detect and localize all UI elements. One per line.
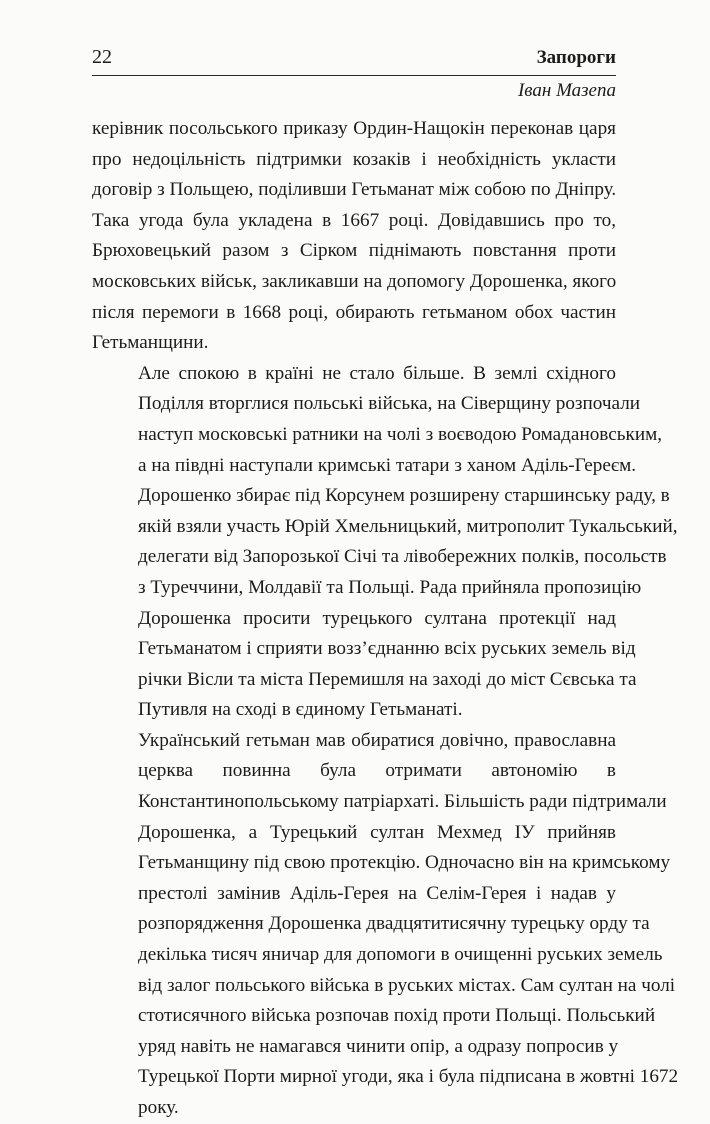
text-line: Брюховецький разом з Сірком піднімають повстання проти <box>92 240 616 262</box>
text-line: делегати від Запорозької Січі та лівобережних полків, посольств <box>138 546 667 568</box>
text-line: Дорошенка, а Турецький султан Мехмед ІУ прийняв <box>138 821 616 843</box>
text-line: року. <box>138 1097 179 1118</box>
text-line: Константинопольському патріархаті. Більшість ради підтримали <box>138 791 667 813</box>
paragraph <box>92 114 616 359</box>
text-line: Український гетьман мав обиратися довічно, православна <box>138 729 616 751</box>
text-line: престолі замінив Аділь-Герея на Селім-Герея і надав у <box>138 882 616 904</box>
text-line: річки Вісли та міста Перемишля на заході до міст Сєвська та <box>138 668 637 690</box>
text-line: Дорошенко збирає під Корсунем розширену старшинську раду, в <box>138 485 670 507</box>
page-number: 22 <box>92 46 112 68</box>
text-line: від залог польського війська в руських містах. Сам султан на чолі <box>138 974 676 996</box>
text-line: наступ московські ратники на чолі з воєводою Ромадановським, <box>138 423 663 445</box>
text-line: Гетьманщини. <box>92 332 209 354</box>
text-line: уряд навіть не намагався чинити опір, а одразу попросив у <box>138 1035 619 1057</box>
text-line: якій взяли участь Юрій Хмельницький, митрополит Тукальський, <box>138 515 678 537</box>
running-title: Запороги <box>536 47 616 68</box>
text-line: декілька тисяч яничар для допомоги в очищенні руських земель <box>138 944 663 966</box>
text-line: Турецької Порти мирної угоди, яка і була підписана в жовтні 1672 <box>138 1066 679 1088</box>
text-line: Дорошенка просити турецького султана протекції над <box>138 607 616 629</box>
text-line: церква повинна була отримати автономію в <box>138 760 616 782</box>
body-text <box>92 114 679 1124</box>
paragraph <box>92 359 678 726</box>
text-line: Гетьманатом і сприяти возз’єднанню всіх руських земель від <box>138 638 636 660</box>
header-rule <box>92 75 616 76</box>
text-line: стотисячного війська розпочав похід проти Польщі. Польський <box>138 1005 656 1027</box>
text-line: керівник посольського приказу Ордин-Нащокін переконав царя <box>92 118 616 139</box>
running-subtitle: Іван Мазепа <box>517 80 616 101</box>
text-line: договір з Польщею, поділивши Гетьманат між собою по Дніпру. <box>92 179 617 201</box>
text-line: Гетьманщину під свою протекцію. Одночасно він на кримському <box>138 852 671 874</box>
text-line: московських військ, закликавши на допомогу Дорошенка, якого <box>92 270 617 292</box>
text-line: Але спокою в країні не стало більше. В землі східного <box>138 362 616 384</box>
text-line: Путивля на сході в єдиному Гетьманаті. <box>138 699 463 721</box>
text-line: про недоцільність підтримки козаків і необхідність укласти <box>92 148 616 170</box>
text-line: а на півдні наступали кримські татари з ханом Аділь-Гереєм. <box>138 454 637 476</box>
text-line: Така угода була укладена в 1667 році. Довідавшись про то, <box>92 209 616 231</box>
paragraph <box>92 726 679 1124</box>
text-line: розпорядження Дорошенка двадцятитисячну турецьку орду та <box>138 913 650 935</box>
text-line: Поділля вторглися польські війська, на Сіверщину розпочали <box>138 393 641 415</box>
text-line: після перемоги в 1668 році, обирають гетьманом обох частин <box>92 301 616 323</box>
text-line: з Туреччини, Молдавії та Польщі. Рада прийняла пропозицію <box>138 576 642 598</box>
